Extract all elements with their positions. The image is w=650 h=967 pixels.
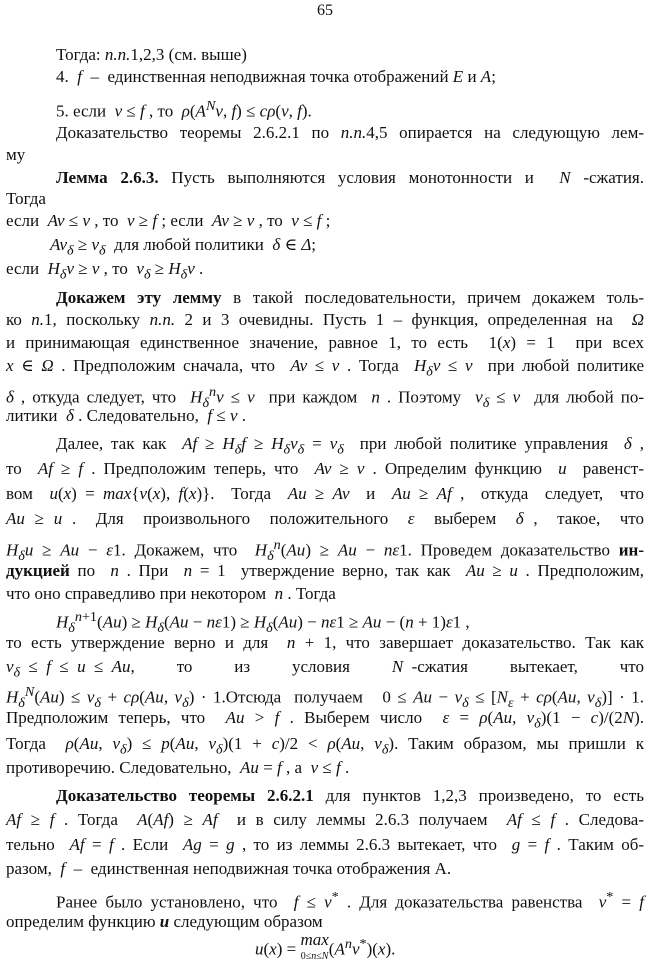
text-line: Доказательство теоремы 2.6.2.1 для пунктов 1,2,3 произведено, то есть	[56, 786, 644, 805]
text-line: дукцией по n . При n = 1 утверждение верно, так как Au ≥ u . Предположим,	[6, 561, 644, 580]
equation: u(x) = max $0\le n\le N(A^nv^*)(x)$.	[255, 930, 396, 962]
text-line: разом, f – единственная неподвижная точка отображения А.	[6, 859, 452, 878]
text-line: если $H_\delta v \ge v$ , то $v_\delta \ge H_\delta v$ .	[6, 259, 204, 283]
equation: $H_\delta^{n+1}(Au) \ge H_\delta(Au - n\varepsilon 1) \ge H_\delta(Au) - n\varepsilon 1 \ge Au - (n + 1)\varepsilon 1$ ,	[56, 609, 470, 637]
text-line: и принимающая единственное значение, равное 1, то есть 1(x) = 1 при всех	[6, 333, 644, 352]
text-line: Тогда ρ(Au, $v_\delta) \le p(Au$, $v_\delta)(1 + c)/2 < \rho(Au$, $v_\delta$). Таким образом, мы пришли к	[6, 734, 644, 758]
text-line: определим функцию u следующим образом	[6, 912, 323, 931]
text-line: $H_\delta u \ge Au - \varepsilon 1$. Докажем, что $H_\delta^n(Au) \ge Au - n\varepsilon 1$. Проведем доказательство ин-	[6, 537, 644, 565]
text-line: Лемма 2.6.3. Пусть выполняются условия монотонности и N -сжатия.	[56, 168, 644, 187]
text-line: Докажем эту лемму в такой последовательности, причем докажем толь-	[56, 288, 644, 307]
text-line: му	[6, 145, 26, 164]
text-line: Af ≥ f . Тогда A(Af) ≥ Af и в силу леммы 2.6.3 получаем Af ≤ f . Следова-	[6, 810, 644, 829]
text-line: Au ≥ u . Для произвольного положительного ε выберем δ , такое, что	[6, 509, 644, 528]
text-line: литики δ . Следовательно, f ≤ v .	[6, 406, 247, 425]
text-line: $Av_\delta \ge v_\delta$ для любой политики δ ∈ Δ;	[50, 235, 317, 259]
text-line: Далее, так как $Af \ge H_\delta f \ge H_\delta v_\delta = v_\delta$ при любой политике управления δ ,	[56, 434, 644, 458]
text-line: $H_\delta^N(Au) \le v_\delta + c\rho(Au$, $v_\delta$) · 1.Отсюда получаем $0 \le Au - v_\delta \le [N_\varepsilon + c\rho(Au$, $v_\delta)] \cdot 1$.	[6, 684, 645, 712]
text-line: Тогда: п.п.1,2,3 (см. выше)	[56, 45, 247, 64]
text-line: противоречию. Следовательно, Au = f , а v ≤ f .	[6, 758, 350, 777]
text-line: если Av ≤ v , то v ≥ f ; если Av ≥ v , то v ≤ f ;	[6, 211, 331, 230]
text-line: Ранее было установлено, что f ≤ v* . Для доказательства равенства v* = f	[56, 889, 644, 912]
text-line: Предположим теперь, что Au > f . Выберем число ε = ρ(Au, $v_\delta)(1 - c)/(2N)$.	[6, 708, 645, 732]
page-number: 65	[317, 2, 333, 19]
text-line: 5. если v ≤ f , то $\rho(A^Nv$, f) ≤ cρ(v, f).	[56, 98, 312, 121]
text-line: Тогда	[6, 189, 46, 208]
text-line: ко п.1, поскольку п.п. 2 и 3 очевидны. Пусть 1 – функция, определенная на Ω	[6, 310, 644, 329]
text-line: 4. f – единственная неподвижная точка отображений E и A;	[56, 67, 496, 86]
text-line: x ∈ Ω . Предположим сначала, что Av ≤ v . Тогда $H_\delta v \le v$ при любой политике	[6, 356, 644, 380]
text-line: $v_\delta \le f \le u \le Au$, то из условия N -сжатия вытекает, что	[6, 657, 644, 681]
text-line: что оно справедливо при некотором n . Тогда	[6, 584, 336, 603]
text-line: вом u(x) = max{v(x), f(x)}. Тогда Au ≥ Av и Au ≥ Af , откуда следует, что	[6, 484, 644, 503]
text-line: тельно Af = f . Если Ag = g , то из леммы 2.6.3 вытекает, что g = f . Таким об-	[6, 835, 645, 854]
text-line: Доказательство теоремы 2.6.2.1 по п.п.4,5 опирается на следующую лем-	[56, 123, 645, 142]
text-line: δ , откуда следует, что $H_\delta^nv \le v$ при каждом n . Поэтому $v_\delta \le v$ для любой по-	[6, 384, 644, 412]
text-line: то есть утверждение верно и для n + 1, что завершает доказательство. Так как	[6, 633, 645, 652]
text-line: то Af ≥ f . Предположим теперь, что Av ≥ v . Определим функцию u равенст-	[6, 459, 644, 478]
